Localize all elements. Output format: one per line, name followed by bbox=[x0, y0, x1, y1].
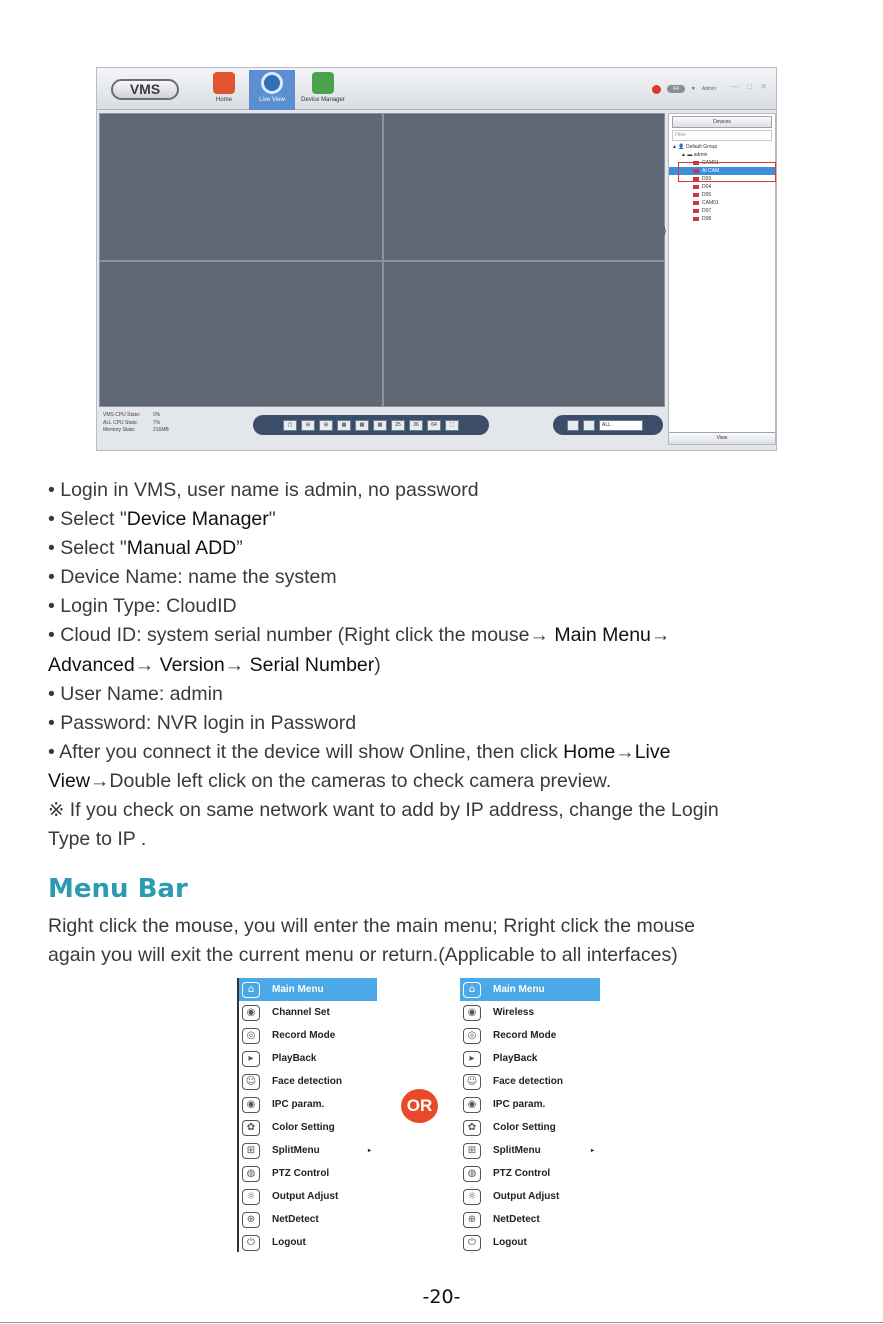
menu-item-logout[interactable]: ⏻ Logout bbox=[460, 1231, 600, 1254]
palette-icon: ✿ bbox=[242, 1120, 260, 1136]
instruction-line: • Select "Manual ADD” bbox=[48, 537, 243, 560]
vms-status bbox=[652, 84, 716, 94]
highlight-box bbox=[678, 162, 776, 182]
stream-select[interactable]: ALL bbox=[599, 420, 643, 431]
filter-input[interactable]: Filter bbox=[672, 130, 772, 141]
split-36-button[interactable]: 36 bbox=[409, 420, 423, 431]
grid-icon: ⊞ bbox=[463, 1143, 481, 1159]
ptz-icon: ◍ bbox=[242, 1166, 260, 1182]
menu-item-face-detection[interactable]: ☺ Face detection bbox=[239, 1070, 377, 1093]
split-6-button[interactable]: ⊞ bbox=[319, 420, 333, 431]
instruction-note: ※ If you check on same network want to add by IP address, change the Login bbox=[48, 799, 719, 822]
menu-item-face-detection[interactable]: ☺ Face detection bbox=[460, 1070, 600, 1093]
camera-icon: ◉ bbox=[463, 1097, 481, 1113]
globe-icon: ⊕ bbox=[463, 1212, 481, 1228]
instruction-line: • Select "Device Manager" bbox=[48, 508, 276, 531]
save-icon[interactable] bbox=[567, 420, 579, 431]
split-4-button[interactable]: ⊞ bbox=[301, 420, 315, 431]
tree-camera[interactable]: D03 bbox=[669, 175, 775, 183]
instruction-note: Type to IP . bbox=[48, 828, 147, 851]
device-manager-button[interactable]: Device Manager bbox=[300, 70, 346, 110]
play-icon: ▸ bbox=[463, 1051, 481, 1067]
tree-camera[interactable]: CAM01 bbox=[669, 199, 775, 207]
video-cell-4[interactable] bbox=[383, 261, 665, 407]
status-user: Admin bbox=[701, 86, 716, 92]
palette-icon: ✿ bbox=[463, 1120, 481, 1136]
footer-rule bbox=[0, 1322, 883, 1323]
view-button[interactable]: View bbox=[669, 432, 775, 444]
instruction-line: View→Double left click on the cameras to check camera preview. bbox=[48, 769, 612, 792]
camera-icon bbox=[693, 193, 699, 197]
tree-user[interactable]: ▲ ▬ admin bbox=[681, 152, 708, 158]
instruction-line: Advanced→ Version→ Serial Number) bbox=[48, 653, 381, 676]
split-8-button[interactable]: ▦ bbox=[337, 420, 351, 431]
menu-item-playback[interactable]: ▸ PlayBack bbox=[239, 1047, 377, 1070]
vms-logo: VMS bbox=[111, 79, 179, 100]
globe-icon: ⊕ bbox=[242, 1212, 260, 1228]
submenu-arrow-icon: ▸ bbox=[590, 1148, 594, 1154]
face-icon: ☺ bbox=[463, 1074, 481, 1090]
menu-item-playback[interactable]: ▸ PlayBack bbox=[460, 1047, 600, 1070]
instruction-line: • After you connect it the device will show Online, then click Home→Live bbox=[48, 740, 671, 763]
menu-item-logout[interactable]: ⏻ Logout bbox=[239, 1231, 377, 1254]
control-toolbar bbox=[553, 415, 663, 435]
tree-camera[interactable]: D05 bbox=[669, 191, 775, 199]
camera-icon bbox=[693, 217, 699, 221]
main-menu-left bbox=[237, 978, 377, 1252]
instructions bbox=[48, 476, 848, 854]
grid-icon: ⊞ bbox=[242, 1143, 260, 1159]
alert-icon[interactable] bbox=[652, 85, 661, 94]
menu-item-record-mode[interactable]: ◎ Record Mode bbox=[239, 1024, 377, 1047]
brightness-icon: ☼ bbox=[242, 1189, 260, 1205]
menu-item-split-menu[interactable]: ⊞ SplitMenu ▸ bbox=[460, 1139, 600, 1162]
camera-icon bbox=[693, 201, 699, 205]
instruction-line: • User Name: admin bbox=[48, 682, 223, 705]
camera-icon: ◉ bbox=[242, 1005, 260, 1021]
menu-item-main-menu[interactable]: ⌂ Main Menu bbox=[239, 978, 377, 1001]
tree-group[interactable]: ▲ 👤 Default Group bbox=[672, 144, 718, 150]
record-icon: ◎ bbox=[463, 1028, 481, 1044]
or-badge: OR bbox=[401, 1089, 438, 1123]
video-cell-2[interactable] bbox=[383, 113, 665, 261]
instruction-line: • Cloud ID: system serial number (Right click the mouse→ Main Menu→ bbox=[48, 624, 671, 647]
play-icon: ▸ bbox=[242, 1051, 260, 1067]
window-controls[interactable]: — □ ✕ bbox=[731, 82, 770, 91]
home-icon: ⌂ bbox=[463, 982, 481, 998]
split-toolbar bbox=[253, 415, 489, 435]
live-view-button[interactable]: Live View bbox=[249, 70, 295, 110]
device-tree bbox=[669, 143, 775, 223]
split-64-button[interactable]: 64 bbox=[427, 420, 441, 431]
home-icon bbox=[213, 72, 235, 94]
main-menu-right bbox=[460, 978, 600, 1252]
record-icon: ◎ bbox=[242, 1028, 260, 1044]
instruction-line: • Login Type: CloudID bbox=[48, 595, 237, 618]
group-icon: 👤 bbox=[678, 144, 685, 150]
video-cell-3[interactable] bbox=[99, 261, 383, 407]
home-icon: ⌂ bbox=[242, 982, 260, 998]
home-button[interactable]: Home bbox=[201, 70, 247, 110]
menu-item-color-setting[interactable]: ✿ Color Setting bbox=[239, 1116, 377, 1139]
camera-icon bbox=[693, 209, 699, 213]
split-9-button[interactable]: ▦ bbox=[355, 420, 369, 431]
user-icon: ▼ bbox=[690, 86, 696, 92]
menu-item-record-mode[interactable]: ◎ Record Mode bbox=[460, 1024, 600, 1047]
camera-icon bbox=[693, 185, 699, 189]
tree-camera-selected[interactable]: AI CAM bbox=[669, 167, 775, 175]
camera-icon: ◉ bbox=[242, 1097, 260, 1113]
split-25-button[interactable]: 25 bbox=[391, 420, 405, 431]
menu-item-color-setting[interactable]: ✿ Color Setting bbox=[460, 1116, 600, 1139]
menu-item-output-adjust[interactable]: ☼ Output Adjust bbox=[460, 1185, 600, 1208]
menu-item-wireless[interactable]: ◉ Wireless bbox=[460, 1001, 600, 1024]
menu-bar-intro: Right click the mouse, you will enter the main menu; Rright click the mouse again you will exit the current menu or return.(Applicable to all interfaces) bbox=[48, 915, 696, 966]
camera-icon: ◉ bbox=[463, 1005, 481, 1021]
ptz-icon: ◍ bbox=[463, 1166, 481, 1182]
page-number: -20- bbox=[422, 1286, 461, 1308]
video-cell-1[interactable] bbox=[99, 113, 383, 261]
power-icon: ⏻ bbox=[242, 1235, 260, 1251]
menu-item-ptz-control[interactable]: ◍ PTZ Control bbox=[239, 1162, 377, 1185]
menu-item-split-menu[interactable]: ⊞ SplitMenu ▸ bbox=[239, 1139, 377, 1162]
split-16-button[interactable]: ▦ bbox=[373, 420, 387, 431]
menu-item-ptz-control[interactable]: ◍ PTZ Control bbox=[460, 1162, 600, 1185]
submenu-arrow-icon: ▸ bbox=[367, 1148, 371, 1154]
devices-title[interactable]: Devices bbox=[672, 116, 772, 128]
vms-screenshot bbox=[96, 67, 777, 451]
power-icon: ⏻ bbox=[463, 1235, 481, 1251]
settings-icon[interactable] bbox=[583, 420, 595, 431]
instruction-line: • Login in VMS, user name is admin, no password bbox=[48, 479, 479, 501]
device-manager-icon bbox=[312, 72, 334, 94]
live-view-icon bbox=[261, 72, 283, 94]
split-1-button[interactable]: ▢ bbox=[283, 420, 297, 431]
section-heading: Menu Bar bbox=[48, 874, 188, 904]
instruction-line: • Password: NVR login in Password bbox=[48, 711, 357, 734]
menu-item-netdetect[interactable]: ⊕ NetDetect bbox=[239, 1208, 377, 1231]
menu-item-main-menu[interactable]: ⌂ Main Menu bbox=[460, 978, 600, 1001]
menu-item-ipc-param[interactable]: ◉ IPC param. bbox=[239, 1093, 377, 1116]
tree-camera[interactable]: D04 bbox=[669, 183, 775, 191]
tree-camera[interactable]: CAM01 bbox=[669, 159, 775, 167]
menu-item-channel-set[interactable]: ◉ Channel Set bbox=[239, 1001, 377, 1024]
tree-camera[interactable]: D08 bbox=[669, 215, 775, 223]
vms-toolbar bbox=[97, 68, 776, 110]
status-badge: 64 bbox=[667, 85, 685, 93]
tree-camera[interactable]: D07 bbox=[669, 207, 775, 215]
panel-collapse-handle[interactable]: ⟩ bbox=[663, 226, 667, 236]
video-grid bbox=[99, 113, 665, 407]
fullscreen-icon[interactable]: ⛶ bbox=[445, 420, 459, 431]
menu-item-output-adjust[interactable]: ☼ Output Adjust bbox=[239, 1185, 377, 1208]
brightness-icon: ☼ bbox=[463, 1189, 481, 1205]
instruction-line: • Device Name: name the system bbox=[48, 566, 337, 589]
menu-item-netdetect[interactable]: ⊕ NetDetect bbox=[460, 1208, 600, 1231]
menu-item-ipc-param[interactable]: ◉ IPC param. bbox=[460, 1093, 600, 1116]
system-stats: VMS CPU State: 0% ALL CPU State: 7% Memory State: 216MB bbox=[103, 412, 169, 433]
face-icon: ☺ bbox=[242, 1074, 260, 1090]
devices-panel bbox=[668, 113, 776, 445]
